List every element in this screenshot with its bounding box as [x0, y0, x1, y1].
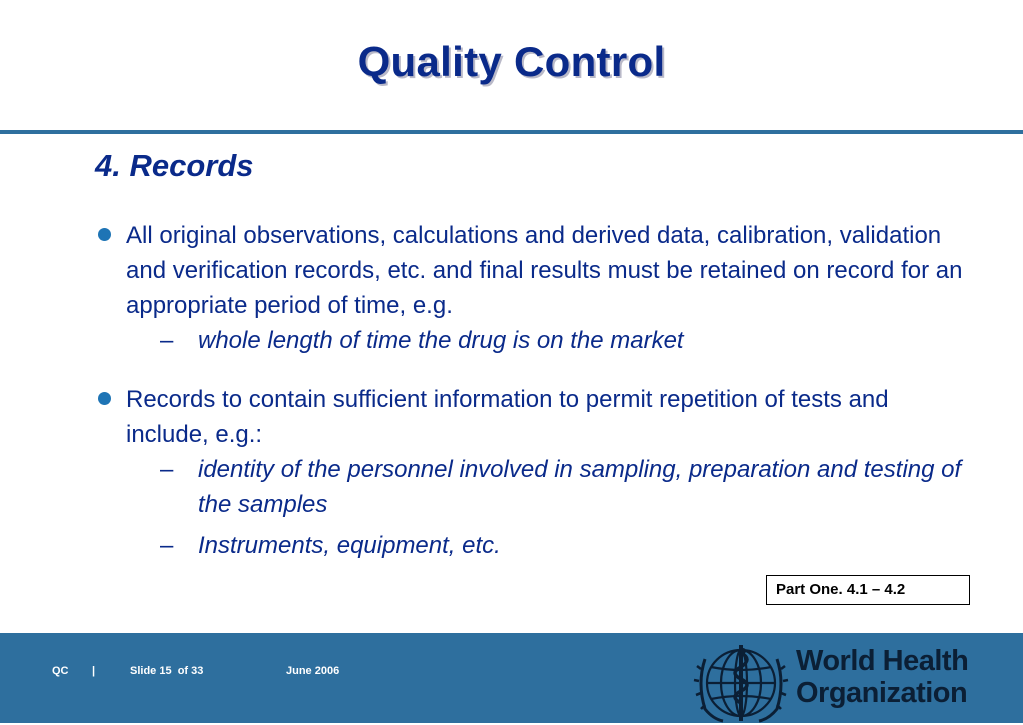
sub-item-text: Instruments, equipment, etc. [198, 532, 501, 559]
dash-marker: – [160, 532, 174, 559]
logo-line-2: Organization [796, 677, 968, 709]
bullet-text: All original observations, calculations and derived data, calibration, validation and verification records, etc. and final results must be retained on record for an appropriate period of time, e.g. [126, 222, 963, 319]
sub-item [96, 323, 966, 358]
reference-box: Part One. 4.1 – 4.2 [766, 575, 970, 605]
bullet-item [96, 218, 966, 323]
footer-date: June 2006 [286, 665, 340, 677]
title-divider [0, 130, 1023, 134]
sub-item-text: whole length of time the drug is on the market [198, 327, 684, 354]
bullet-list [96, 218, 966, 563]
footer-bar [0, 633, 1023, 723]
footer-separator: | [92, 665, 96, 677]
sub-item [96, 528, 966, 563]
who-emblem-icon [693, 639, 789, 725]
dash-marker: – [160, 327, 174, 354]
bullet-item [96, 382, 966, 452]
slide-title: Quality Control [357, 38, 666, 85]
sub-item [96, 452, 966, 522]
footer-topic: QC [52, 665, 69, 677]
footer-slide-number: Slide 15 of 33 [130, 665, 204, 677]
dash-marker: – [160, 456, 174, 483]
logo-line-1: World Health [796, 645, 969, 677]
bullet-text: Records to contain sufficient information to permit repetition of tests and include, e.g.: [126, 386, 889, 448]
bullet-dot-icon [98, 392, 111, 405]
section-heading: 4. Records [95, 148, 254, 183]
bullet-dot-icon [98, 228, 111, 241]
sub-item-text: identity of the personnel involved in sampling, preparation and testing of the samples [198, 456, 962, 518]
